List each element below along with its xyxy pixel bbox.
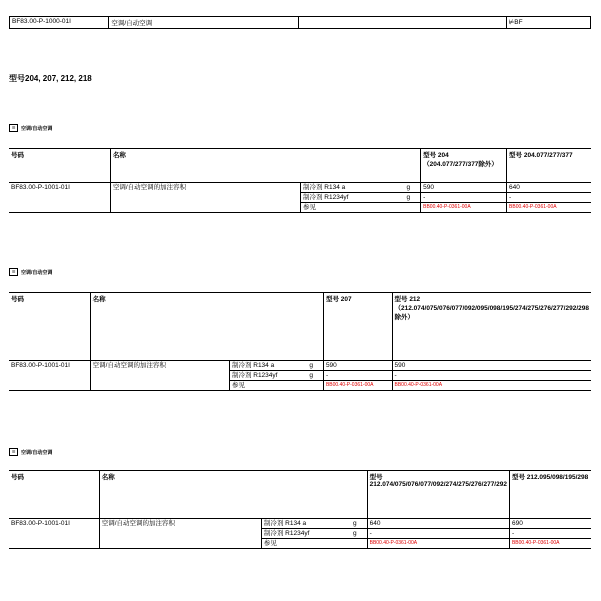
section-table-3	[9, 470, 591, 549]
col-name-header: 名称	[110, 149, 420, 183]
row-label: 制冷剂 R1234yf g	[300, 193, 420, 203]
section-icon: ☰	[9, 124, 18, 132]
reference-link[interactable]: BB00.40-P-0361-00A	[323, 381, 392, 391]
col-a-header: 型号 207	[323, 293, 392, 361]
row-label: 制冷剂 R134 a g	[261, 519, 367, 529]
section-heading-3: ☰ 空调/自动空调	[9, 448, 52, 456]
part-number: BF83.00-P-1001-01I	[11, 184, 70, 191]
col-number-header: 号码	[9, 293, 90, 361]
row-label: 参见	[229, 381, 323, 391]
row-value-a: 590	[421, 183, 507, 193]
reference-link[interactable]: BB00.40-P-0361-00A	[392, 381, 591, 391]
reference-link[interactable]: BB00.40-P-0361-00A	[507, 203, 591, 213]
header-tag: ⊭BF	[506, 17, 590, 29]
section-icon: ☰	[9, 448, 18, 456]
header-code: BF83.00-P-1000-01I	[10, 17, 109, 29]
row-label: 制冷剂 R134 a g	[229, 361, 323, 371]
section-heading-2: ☰ 空调/自动空调	[9, 268, 52, 276]
row-value-b: 690	[509, 519, 591, 529]
row-value-b: 590	[392, 361, 591, 371]
header-empty	[298, 17, 506, 29]
row-value-a: -	[323, 371, 392, 381]
row-value-a: -	[367, 529, 509, 539]
part-name: 空调/自动空调的加注容积	[90, 361, 229, 391]
col-name-header: 名称	[99, 471, 367, 519]
row-label: 制冷剂 R134 a g	[300, 183, 420, 193]
row-label: 制冷剂 R1234yf g	[229, 371, 323, 381]
document-header	[9, 16, 591, 29]
row-value-a: 590	[323, 361, 392, 371]
col-name-header: 名称	[90, 293, 323, 361]
row-value-a: -	[421, 193, 507, 203]
part-name: 空调/自动空调的加注容积	[99, 519, 261, 549]
col-a-header: 型号 204 （204.077/277/377除外）	[421, 149, 507, 183]
col-b-header: 型号 204.077/277/377	[507, 149, 591, 183]
header-title: 空调/自动空调	[109, 17, 298, 29]
section-heading-1: ☰ 空调/自动空调	[9, 124, 52, 132]
tag-icon: ⊭	[508, 19, 515, 26]
col-b-header: 型号 212.095/098/195/298	[509, 471, 591, 519]
part-name: 空调/自动空调的加注容积	[110, 183, 300, 213]
row-value-b: -	[509, 529, 591, 539]
reference-link[interactable]: BB00.40-P-0361-00A	[367, 539, 509, 549]
reference-link[interactable]: BB00.40-P-0361-00A	[421, 203, 507, 213]
reference-link[interactable]: BB00.40-P-0361-00A	[509, 539, 591, 549]
section-icon: ☰	[9, 268, 18, 276]
part-number: BF83.00-P-1001-01I	[11, 520, 70, 527]
section-table-2	[9, 292, 591, 391]
col-a-header: 型号 212.074/075/076/077/092/274/275/276/277/292	[367, 471, 509, 519]
col-number-header: 号码	[9, 471, 99, 519]
section-table-1	[9, 148, 591, 213]
row-label: 参见	[261, 539, 367, 549]
row-value-b: -	[392, 371, 591, 381]
row-label: 制冷剂 R1234yf g	[261, 529, 367, 539]
row-value-b: 640	[507, 183, 591, 193]
col-number-header: 号码	[9, 149, 110, 183]
col-b-header: 型号 212 （212.074/075/076/077/092/095/098/195/274/275/276/277/292/298除外）	[392, 293, 591, 361]
row-label: 参见	[300, 203, 420, 213]
row-value-b: -	[507, 193, 591, 203]
part-number: BF83.00-P-1001-01I	[11, 362, 70, 369]
page-title: 型号204, 207, 212, 218	[9, 74, 92, 83]
row-value-a: 640	[367, 519, 509, 529]
